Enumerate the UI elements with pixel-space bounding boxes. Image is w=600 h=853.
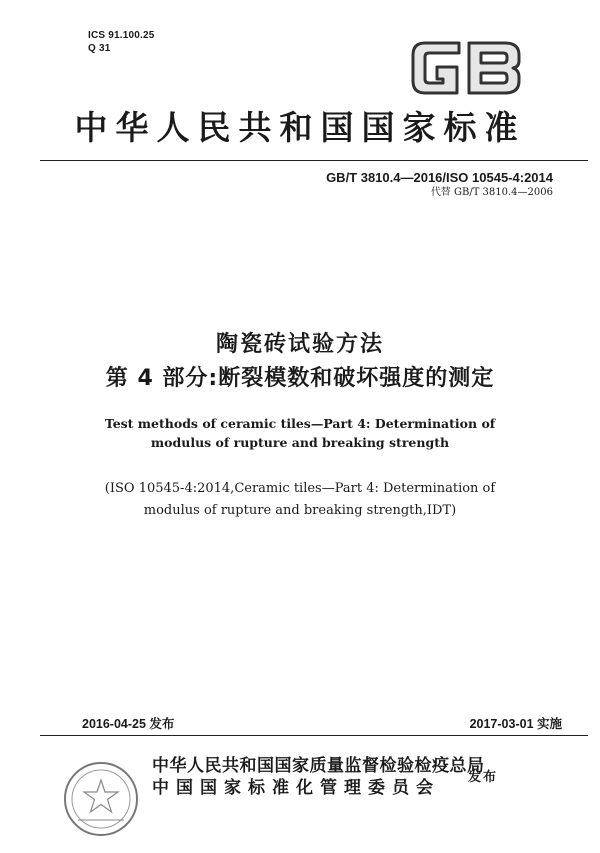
iso-reference: (ISO 10545-4:2014,Ceramic tiles—Part 4: Determination of modulus of rupture and breaking strength,IDT) (104, 481, 496, 518)
national-standard-title: 中华人民共和国国家标准 (74, 108, 526, 147)
ccs-code: Q 31 (88, 43, 111, 54)
top-rule (40, 160, 588, 161)
gb-logo-g (413, 43, 459, 93)
gb-logo-b (469, 43, 519, 93)
replaces-standard: 代替 GB/T 3810.4—2006 (430, 187, 553, 198)
publish-label: 发布 (468, 770, 499, 785)
standard-number: GB/T 3810.4—2016/ISO 10545-4:2014 (326, 170, 553, 185)
issuer-aqsiq: 中华人民共和国国家质量监督检验检疫总局 (152, 756, 485, 776)
ics-code: ICS 91.100.25 (88, 30, 155, 41)
issuer-sac: 中国国家标准化管理委员会 (152, 778, 440, 798)
bottom-rule (40, 735, 588, 736)
official-seal-stamp (60, 758, 142, 840)
classification-codes (88, 29, 155, 55)
implementation-date: 2017-03-01 实施 (469, 717, 562, 731)
title-english: Test methods of ceramic tiles—Part 4: Determination of modulus of rupture and breaking strength (104, 416, 496, 450)
title-chinese-line2: 第 4 部分:断裂模数和破坏强度的测定 (105, 366, 495, 391)
gb-logo (405, 33, 527, 103)
title-chinese-line1: 陶瓷砖试验方法 (215, 332, 384, 357)
issue-date: 2016-04-25 发布 (82, 717, 175, 731)
